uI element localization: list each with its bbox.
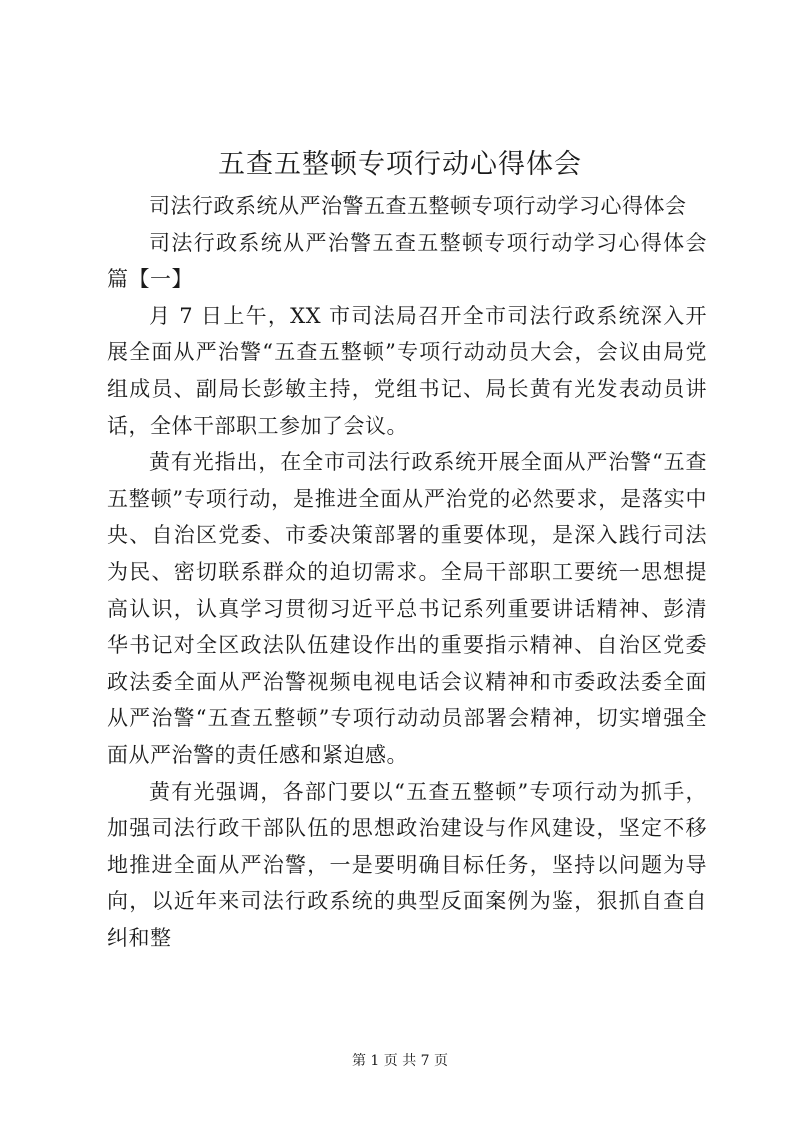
paragraph-meeting: 月 7 日上午，XX 市司法局召开全市司法行政系统深入开展全面从严治警“五查五整顿”专项行动动员大会，会议由局党组成员、副局长彭敏主持，党组书记、局长黄有光发表动员讲话，全体干部职工参加了会议。 [107,303,707,438]
document-body [107,188,707,956]
document-title: 五查五整顿专项行动心得体会 [218,149,582,180]
paragraph-subtitle: 司法行政系统从严治警五查五整顿专项行动学习心得体会 [149,194,687,218]
paragraph-huang-points-out: 黄有光指出，在全市司法行政系统开展全面从严治警“五查五整顿”专项行动，是推进全面从严治党的必然要求，是落实中央、自治区党委、市委决策部署的重要体现，是深入践行司法为民、密切联系群众的迫切需求。全局干部职工要统一思想提高认识，认真学习贯彻习近平总书记系列重要讲话精神、彭清华书记对全区政法队伍建设作出的重要指示精神、自治区党委政法委全面从严治警视频电视电话会议精神和市委政法委全面从严治警“五查五整顿”专项行动动员部署会精神，切实增强全面从严治警的责任感和紧迫感。 [107,450,707,767]
paragraph-huang-emphasizes: 黄有光强调，各部门要以“五查五整顿”专项行动为抓手，加强司法行政干部队伍的思想政治建设与作风建设，坚定不移地推进全面从严治警，一是要明确目标任务，坚持以问题为导向，以近年来司法行政系统的典型反面案例为鉴，狠抓自查自纠和整 [107,779,707,950]
page-number-footer: 第 1 页 共 7 页 [351,1053,449,1069]
paragraph-section-heading: 司法行政系统从严治警五查五整顿专项行动学习心得体会篇【一】 [107,230,707,292]
